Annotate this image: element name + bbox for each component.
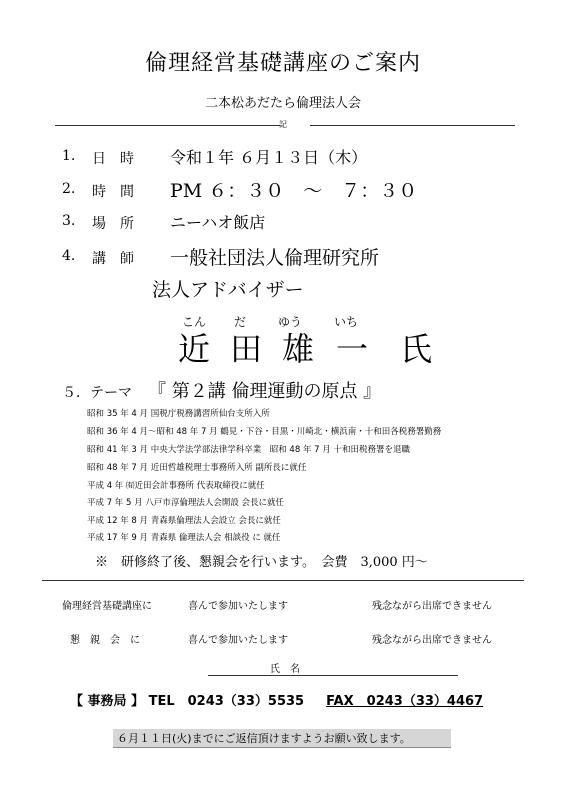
- name-field-line[interactable]: [208, 675, 458, 676]
- item-label-time: 時 間: [92, 184, 134, 200]
- office-label: 【 事務局 】: [70, 694, 145, 709]
- career-line: 昭和 35 年 4 月 国税庁税務講習所仙台支所入所: [87, 409, 270, 419]
- item-value-time: PM ６：３０ ～ ７：３０: [170, 180, 418, 202]
- rsvp-no-seminar[interactable]: 残念ながら出席できません: [372, 601, 492, 612]
- office-tel: TEL 0243（33）5535: [148, 694, 305, 709]
- ruby-ichi: いち: [334, 315, 359, 329]
- career-line: 昭和 48 年 7 月 近田哲雄税理士事務所入所 副所長に就任: [87, 463, 307, 473]
- reply-deadline: ６月１１日(火)までにご返信頂けますようお願い致します。: [113, 729, 451, 748]
- ruby-kon: こん: [182, 315, 207, 329]
- career-line: 昭和 36 年 4 月～昭和 48 年 7 月 鶴見・下谷・目黒・川崎北・横浜南・十和田各税務署勤務: [87, 427, 442, 437]
- ruby-da: だ: [234, 315, 247, 329]
- item-number: 1.: [62, 148, 76, 164]
- item-number: 2.: [62, 181, 76, 197]
- party-note: ※ 研修終了後、懇親会を行います。 会費 3,000 円～: [95, 555, 428, 570]
- theme-label: ５．テーマ: [62, 385, 132, 401]
- career-line: 平成 7 年 5 月 八戸市淳倫理法人会開設 会長に就任: [87, 498, 285, 508]
- rsvp-label-seminar: 倫理経営基礎講座に: [62, 601, 152, 612]
- item-label-date: 日 時: [92, 151, 134, 167]
- item-number: 3.: [62, 213, 76, 229]
- rsvp-yes-seminar[interactable]: 喜んで参加いたします: [188, 601, 288, 612]
- page-title: 倫理経営基礎講座のご案内: [144, 51, 421, 76]
- item-label-place: 場 所: [92, 216, 134, 232]
- ruby-yuu: ゆう: [278, 315, 303, 329]
- rsvp-label-party: 懇 親 会 に: [70, 635, 140, 646]
- divider: [42, 580, 524, 581]
- career-line: 平成 4 年 ㈲近田会計事務所 代表取締役に就任: [87, 481, 265, 491]
- item-value-place: ニーハオ飯店: [170, 213, 266, 232]
- career-line: 平成 17 年 9 月 青森県 倫理法人会 相談役 に 就任: [87, 533, 281, 543]
- name-honorific: 氏: [400, 330, 433, 368]
- career-line: 平成 12 年 8 月 青森県倫理法人会設立 会長に就任: [87, 516, 281, 526]
- item-value-lecturer-org: 一般社団法人倫理研究所: [170, 247, 380, 269]
- name-field-label: 氏 名: [270, 664, 300, 675]
- name-char: 田: [230, 330, 263, 368]
- name-char: 近: [178, 330, 211, 368]
- rsvp-no-party[interactable]: 残念ながら出席できません: [372, 635, 492, 646]
- lecturer-title: 法人アドバイザー: [152, 279, 304, 301]
- theme-title: 『 第２講 倫理運動の原点 』: [148, 381, 382, 402]
- name-char: 一: [336, 330, 369, 368]
- divider-right: [310, 125, 515, 126]
- rsvp-yes-party[interactable]: 喜んで参加いたします: [188, 635, 288, 646]
- office-contact: [70, 690, 483, 709]
- item-label-lecturer: 講 師: [92, 251, 134, 267]
- career-line: 昭和 41 年 3 月 中央大学法学部法律学科卒業 昭和 48 年 7 月 十和田税務署を退職: [87, 445, 410, 455]
- item-value-date: 令和１年 ６月１３日（木）: [170, 148, 368, 167]
- organizer: 二本松あだたら倫理法人会: [204, 96, 361, 111]
- name-char: 雄: [282, 330, 315, 368]
- office-fax: FAX 0243（33）4467: [326, 694, 484, 709]
- ki-mark: 記: [279, 120, 287, 129]
- item-number: 4.: [62, 248, 76, 264]
